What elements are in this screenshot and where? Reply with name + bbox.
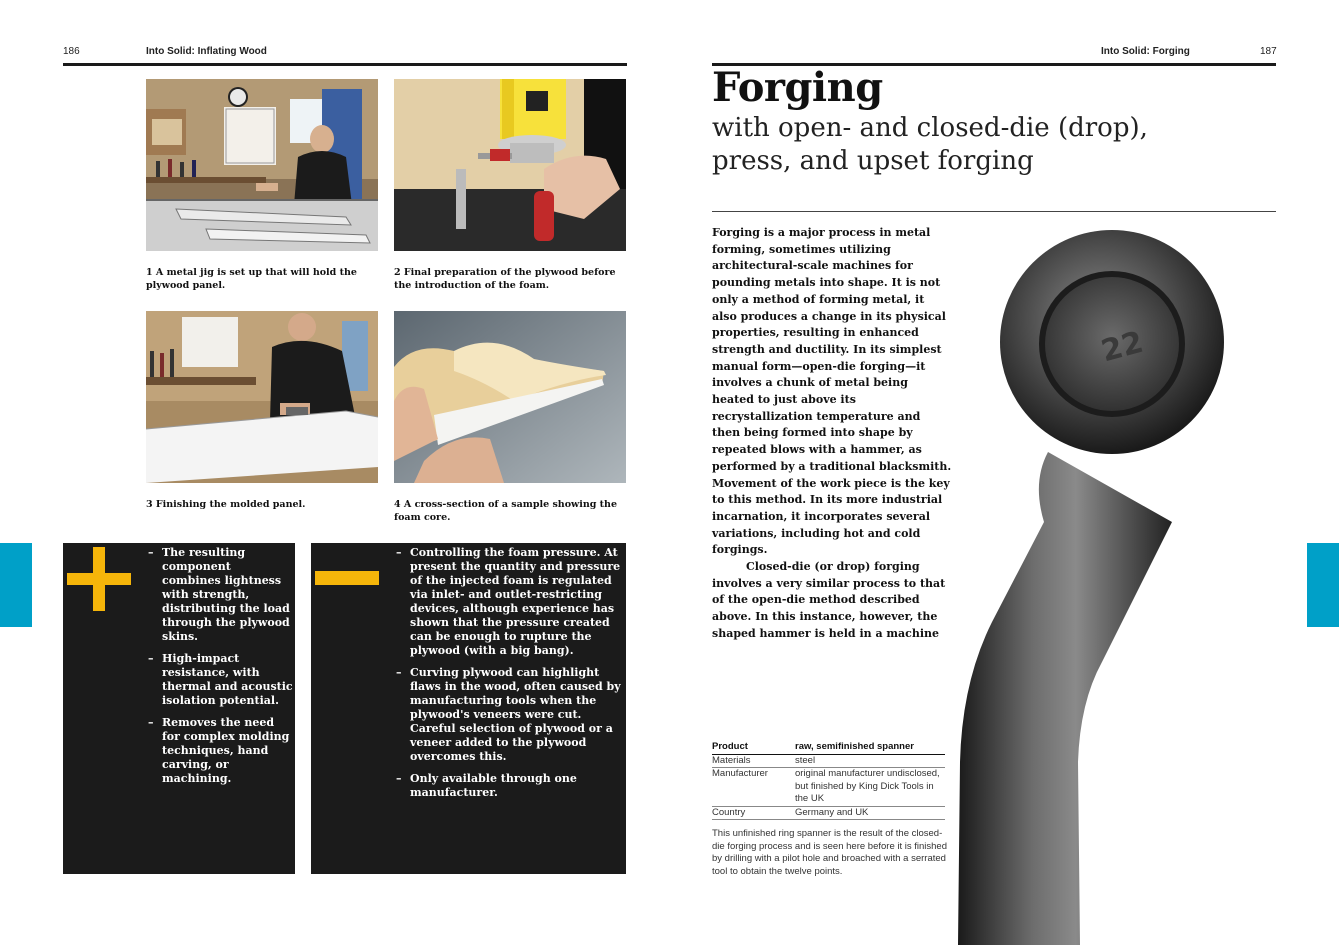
foam-core-sample-photo xyxy=(394,311,626,483)
body-text xyxy=(712,225,952,643)
spec-row xyxy=(712,754,945,768)
advantages-box xyxy=(63,543,295,874)
product-spec-table xyxy=(712,741,945,820)
right-running-title: Into Solid: Forging xyxy=(1101,46,1190,57)
disadvantage-item: – Only available through one manufacturer. xyxy=(396,772,624,800)
spec-value: original manufacturer undisclosed, but finished by King Dick Tools in the UK xyxy=(795,768,945,807)
disadvantage-item: – Controlling the foam pressure. At present the quantity and pressure of the injected foam is regulated via inlet- and outlet-restricting devices, although experience has shown that the pressure created can be enough to rupture the plywood (with a big bang). xyxy=(396,546,624,658)
disadvantages-list xyxy=(396,546,624,808)
spec-label: Country xyxy=(712,806,795,820)
spanner-stamp: 22 xyxy=(1097,324,1147,370)
body-paragraph-1: Forging is a major process in metal forming, sometimes utilizing architectural-scale machines for pounding metals into shape. It is not only a method of forming metal, it also produces a change in its physical properties, resulting in enhanced strength and ductility. In its simplest manual form—open-die forging—it involves a chunk of metal being heated to just above its recrystallization temperature and then being formed into shape by repeated blows with a hammer, as performed by a traditional blacksmith. Movement of the work piece is the key to this method. In its more industrial incarnation, it incorporates several variations, including hot and cold forgings. xyxy=(712,226,952,557)
foam-nozzle-photo xyxy=(394,79,626,251)
spec-row xyxy=(712,806,945,820)
left-running-title: Into Solid: Inflating Wood xyxy=(146,46,267,57)
spec-value: steel xyxy=(795,754,945,768)
chapter-subtitle: with open- and closed-die (drop), press, and upset forging xyxy=(712,113,1148,176)
left-section-tab xyxy=(0,543,32,627)
spec-value: Germany and UK xyxy=(795,806,945,820)
heading-rule xyxy=(712,211,1276,212)
photo-caption-2: 2 Final preparation of the plywood before the introduction of the foam. xyxy=(394,267,616,291)
left-page-number: 186 xyxy=(63,46,80,57)
disadvantages-box xyxy=(311,543,626,874)
forged-spanner-photo xyxy=(952,222,1282,945)
spec-label: Materials xyxy=(712,754,795,768)
advantage-item: – Removes the need for complex molding techniques, hand carving, or machining. xyxy=(148,716,293,786)
right-section-tab xyxy=(1307,543,1339,627)
photo-caption-4: 4 A cross-section of a sample showing the foam core. xyxy=(394,499,618,523)
spec-value: raw, semifinished spanner xyxy=(795,741,945,754)
disadvantage-item: – Curving plywood can highlight flaws in the wood, often caused by manufacturing tools when the plywood's veneers were cut. Careful selection of plywood or a veneer added to the plywood overcomes this. xyxy=(396,666,624,764)
spec-header-row xyxy=(712,741,945,754)
spec-label: Product xyxy=(712,741,795,754)
advantage-item: – The resulting component combines lightness with strength, distributing the load through the plywood skins. xyxy=(148,546,293,644)
finishing-panel-photo xyxy=(146,311,378,483)
spec-row xyxy=(712,768,945,807)
body-paragraph-2: Closed-die (or drop) forging involves a very similar process to that of the open-die method described above. In this instance, however, the shaped hammer is held in a machine xyxy=(712,560,946,640)
advantages-list xyxy=(148,546,293,794)
photo-caption-3: 3 Finishing the molded panel. xyxy=(146,499,306,510)
photo-caption-1: 1 A metal jig is set up that will hold the plywood panel. xyxy=(146,267,357,291)
left-header-rule xyxy=(63,63,627,66)
workshop-jig-photo xyxy=(146,79,378,251)
right-page-number: 187 xyxy=(1260,46,1277,57)
plus-icon xyxy=(67,547,131,611)
advantage-item: – High-impact resistance, with thermal and acoustic isolation potential. xyxy=(148,652,293,708)
spec-label: Manufacturer xyxy=(712,768,795,807)
minus-icon xyxy=(315,571,379,585)
chapter-title: Forging xyxy=(712,64,883,111)
spec-note: This unfinished ring spanner is the result of the closed-die forging process and is seen here before it is finished by drilling with a pilot hole and broached with a serrated tool to obtain the twelve points. xyxy=(712,828,947,877)
